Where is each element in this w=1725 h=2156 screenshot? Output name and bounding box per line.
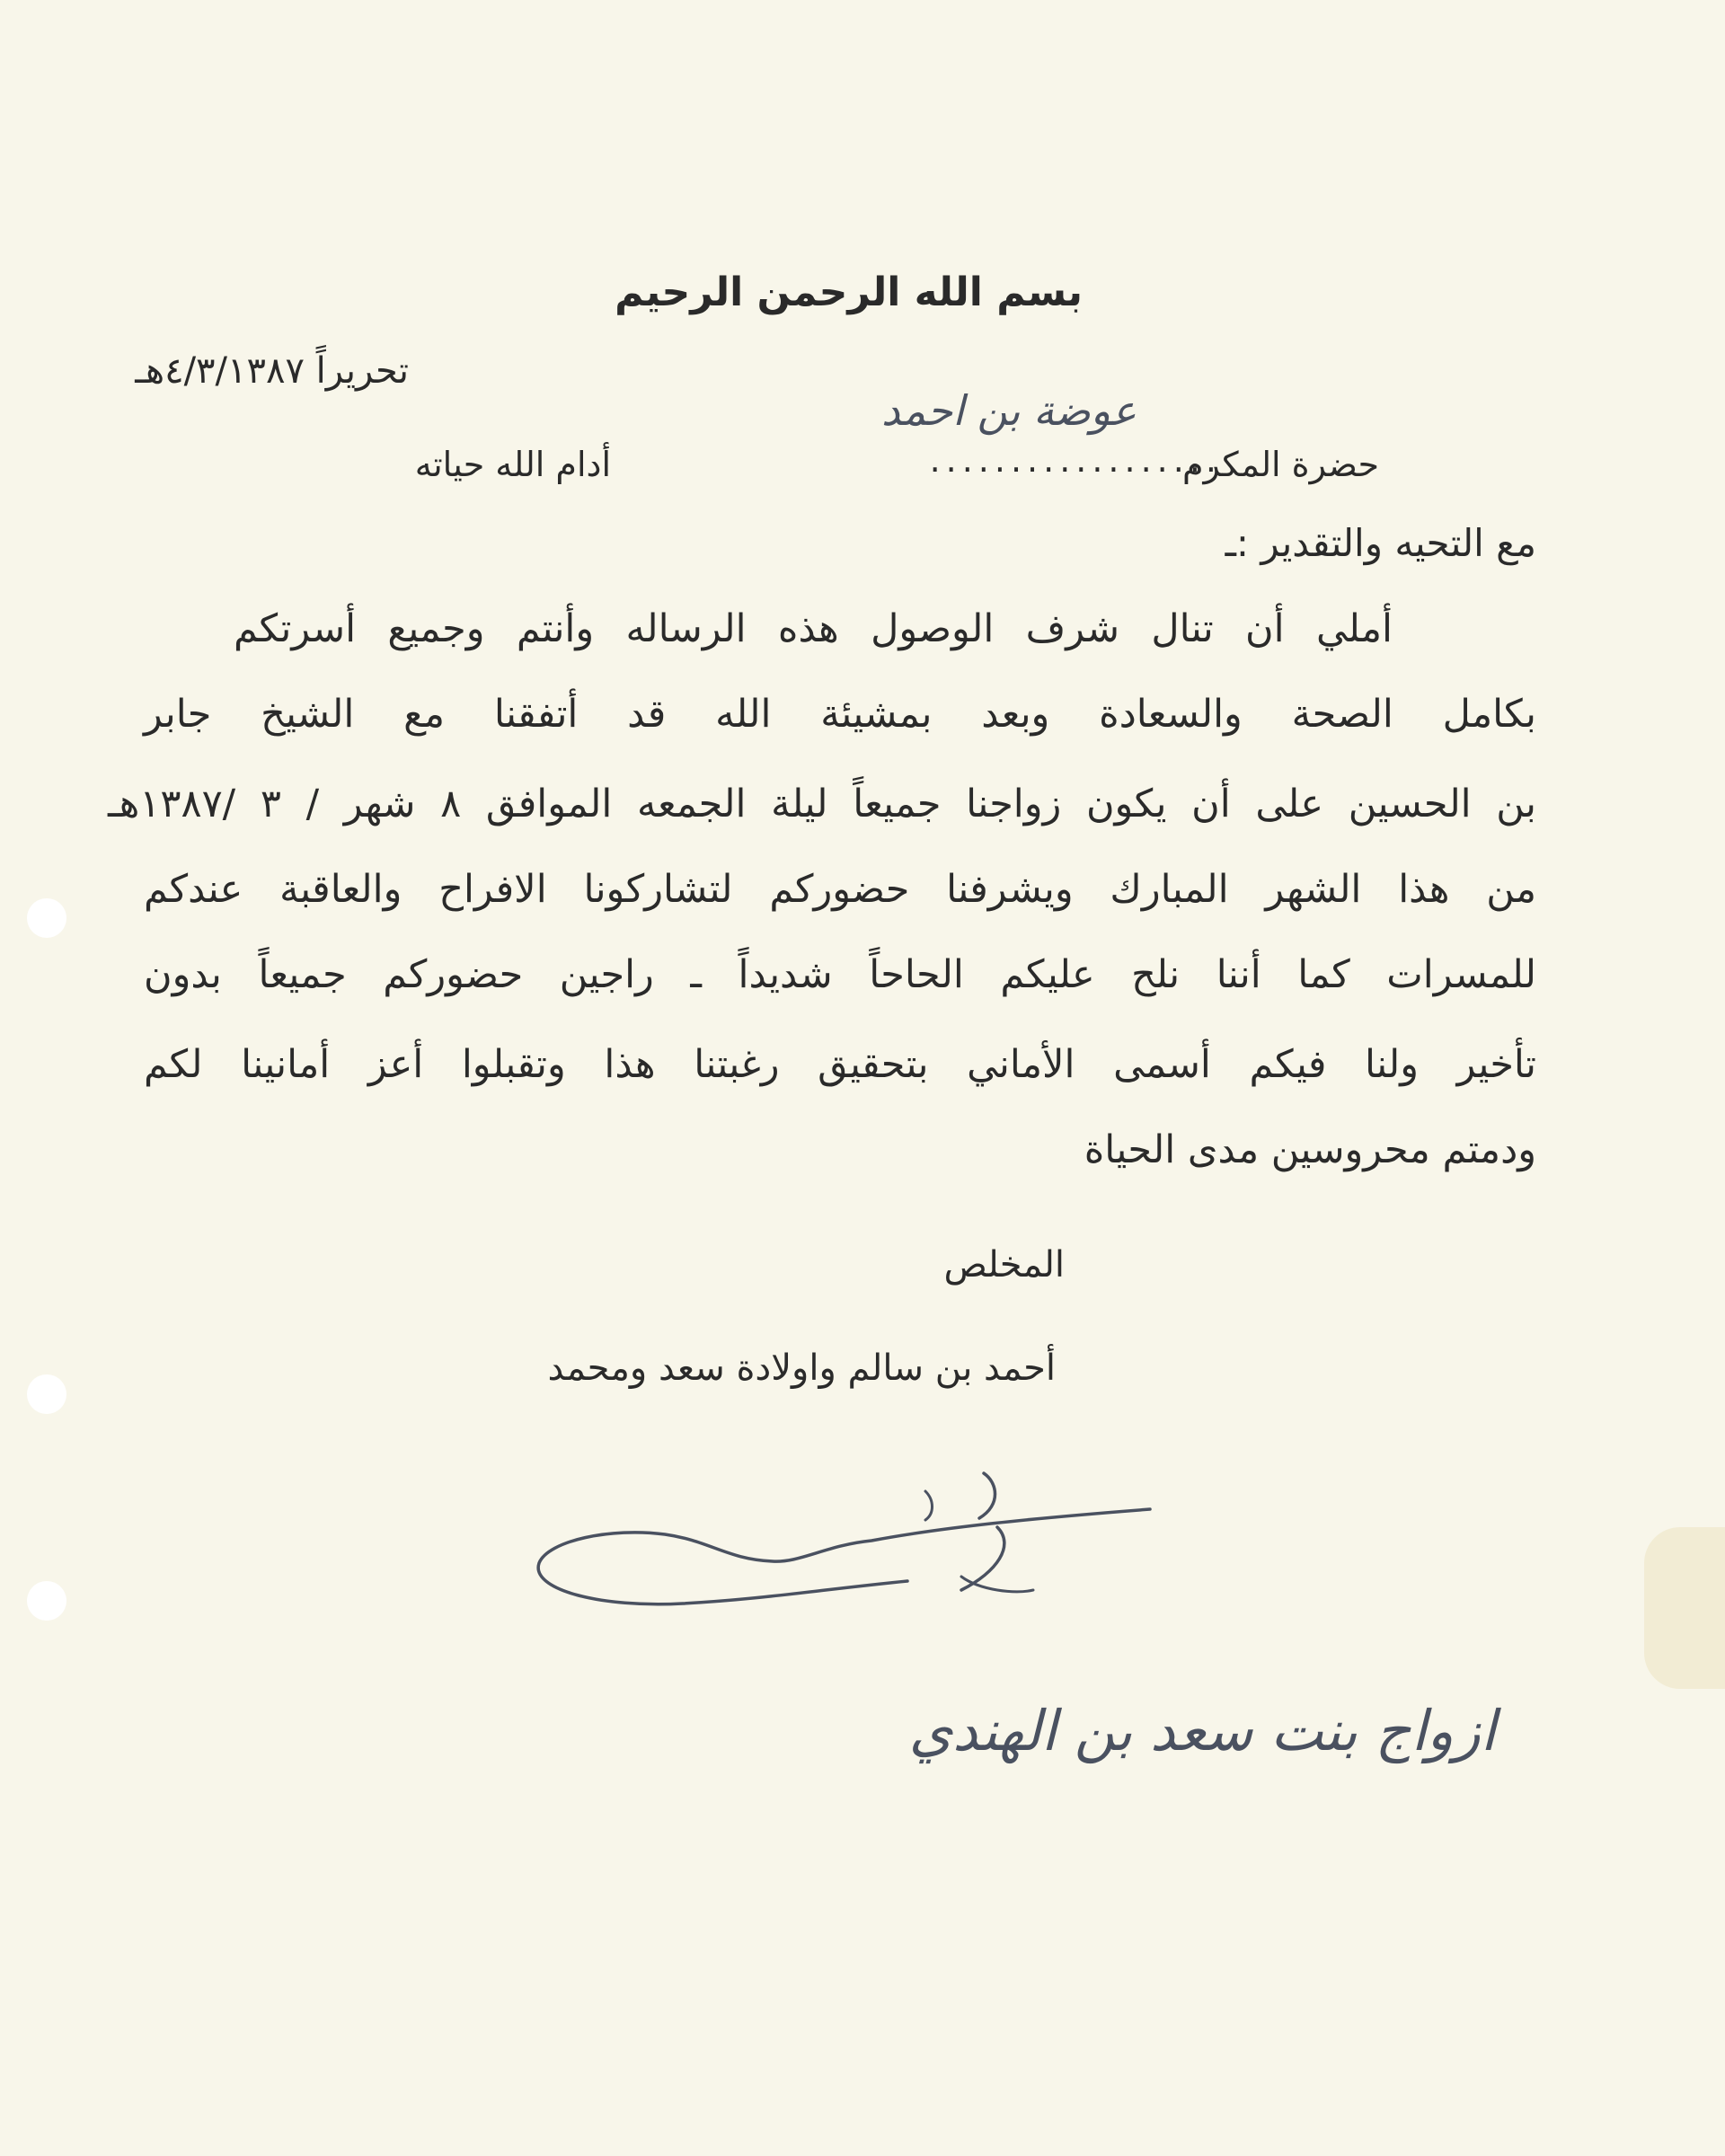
body-line: من هذا الشهر المبارك ويشرفنا حضوركم لتشاركونا الافراح والعاقبة عندكم [144,867,1536,912]
bottom-note-handwritten: ازواج بنت سعد بن الهندي [908,1698,1496,1763]
sender-name: أحمد بن سالم واولادة سعد ومحمد [547,1348,1056,1389]
letter-date: تحريراً ٤/٣/١٣٨٧هـ [135,350,409,392]
address-dots: .................. [929,440,1222,480]
basmala: بسم الله الرحمن الرحيم [615,270,1083,315]
punch-hole [27,898,66,938]
body-line: أملي أن تنال شرف الوصول هذه الرساله وأنتم وجميع أسرتكم [234,606,1393,651]
body-line: للمسرات كما أننا نلح عليكم الحاحاً شديداً ـ راجين حضوركم جميعاً بدون [144,952,1536,997]
recipient-handwritten: عوضة بن احمد [881,386,1137,435]
body-line: ودمتم محروسين مدى الحياة [1084,1127,1536,1172]
body-line: بكامل الصحة والسعادة وبعد بمشيئة الله قد أتفقنا مع الشيخ جابر [144,692,1536,737]
address-prefix: حضرة المكرم [1182,445,1379,484]
greeting: مع التحيه والتقدير :ـ [1225,521,1536,565]
closing: المخلص [943,1244,1065,1286]
address-suffix: أدام الله حياته [414,445,611,484]
punch-hole [27,1374,66,1414]
punch-hole [27,1581,66,1621]
paper-stain [1644,1527,1725,1689]
body-line: بن الحسين على أن يكون زواجنا جميعاً ليلة الجمعه الموافق ٨ شهر / ٣ /١٣٨٧هـ [108,782,1537,826]
signature [530,1455,1159,1608]
body-line: تأخير ولنا فيكم أسمى الأماني بتحقيق رغبتنا هذا وتقبلوا أعز أمانينا لكم [144,1042,1536,1087]
